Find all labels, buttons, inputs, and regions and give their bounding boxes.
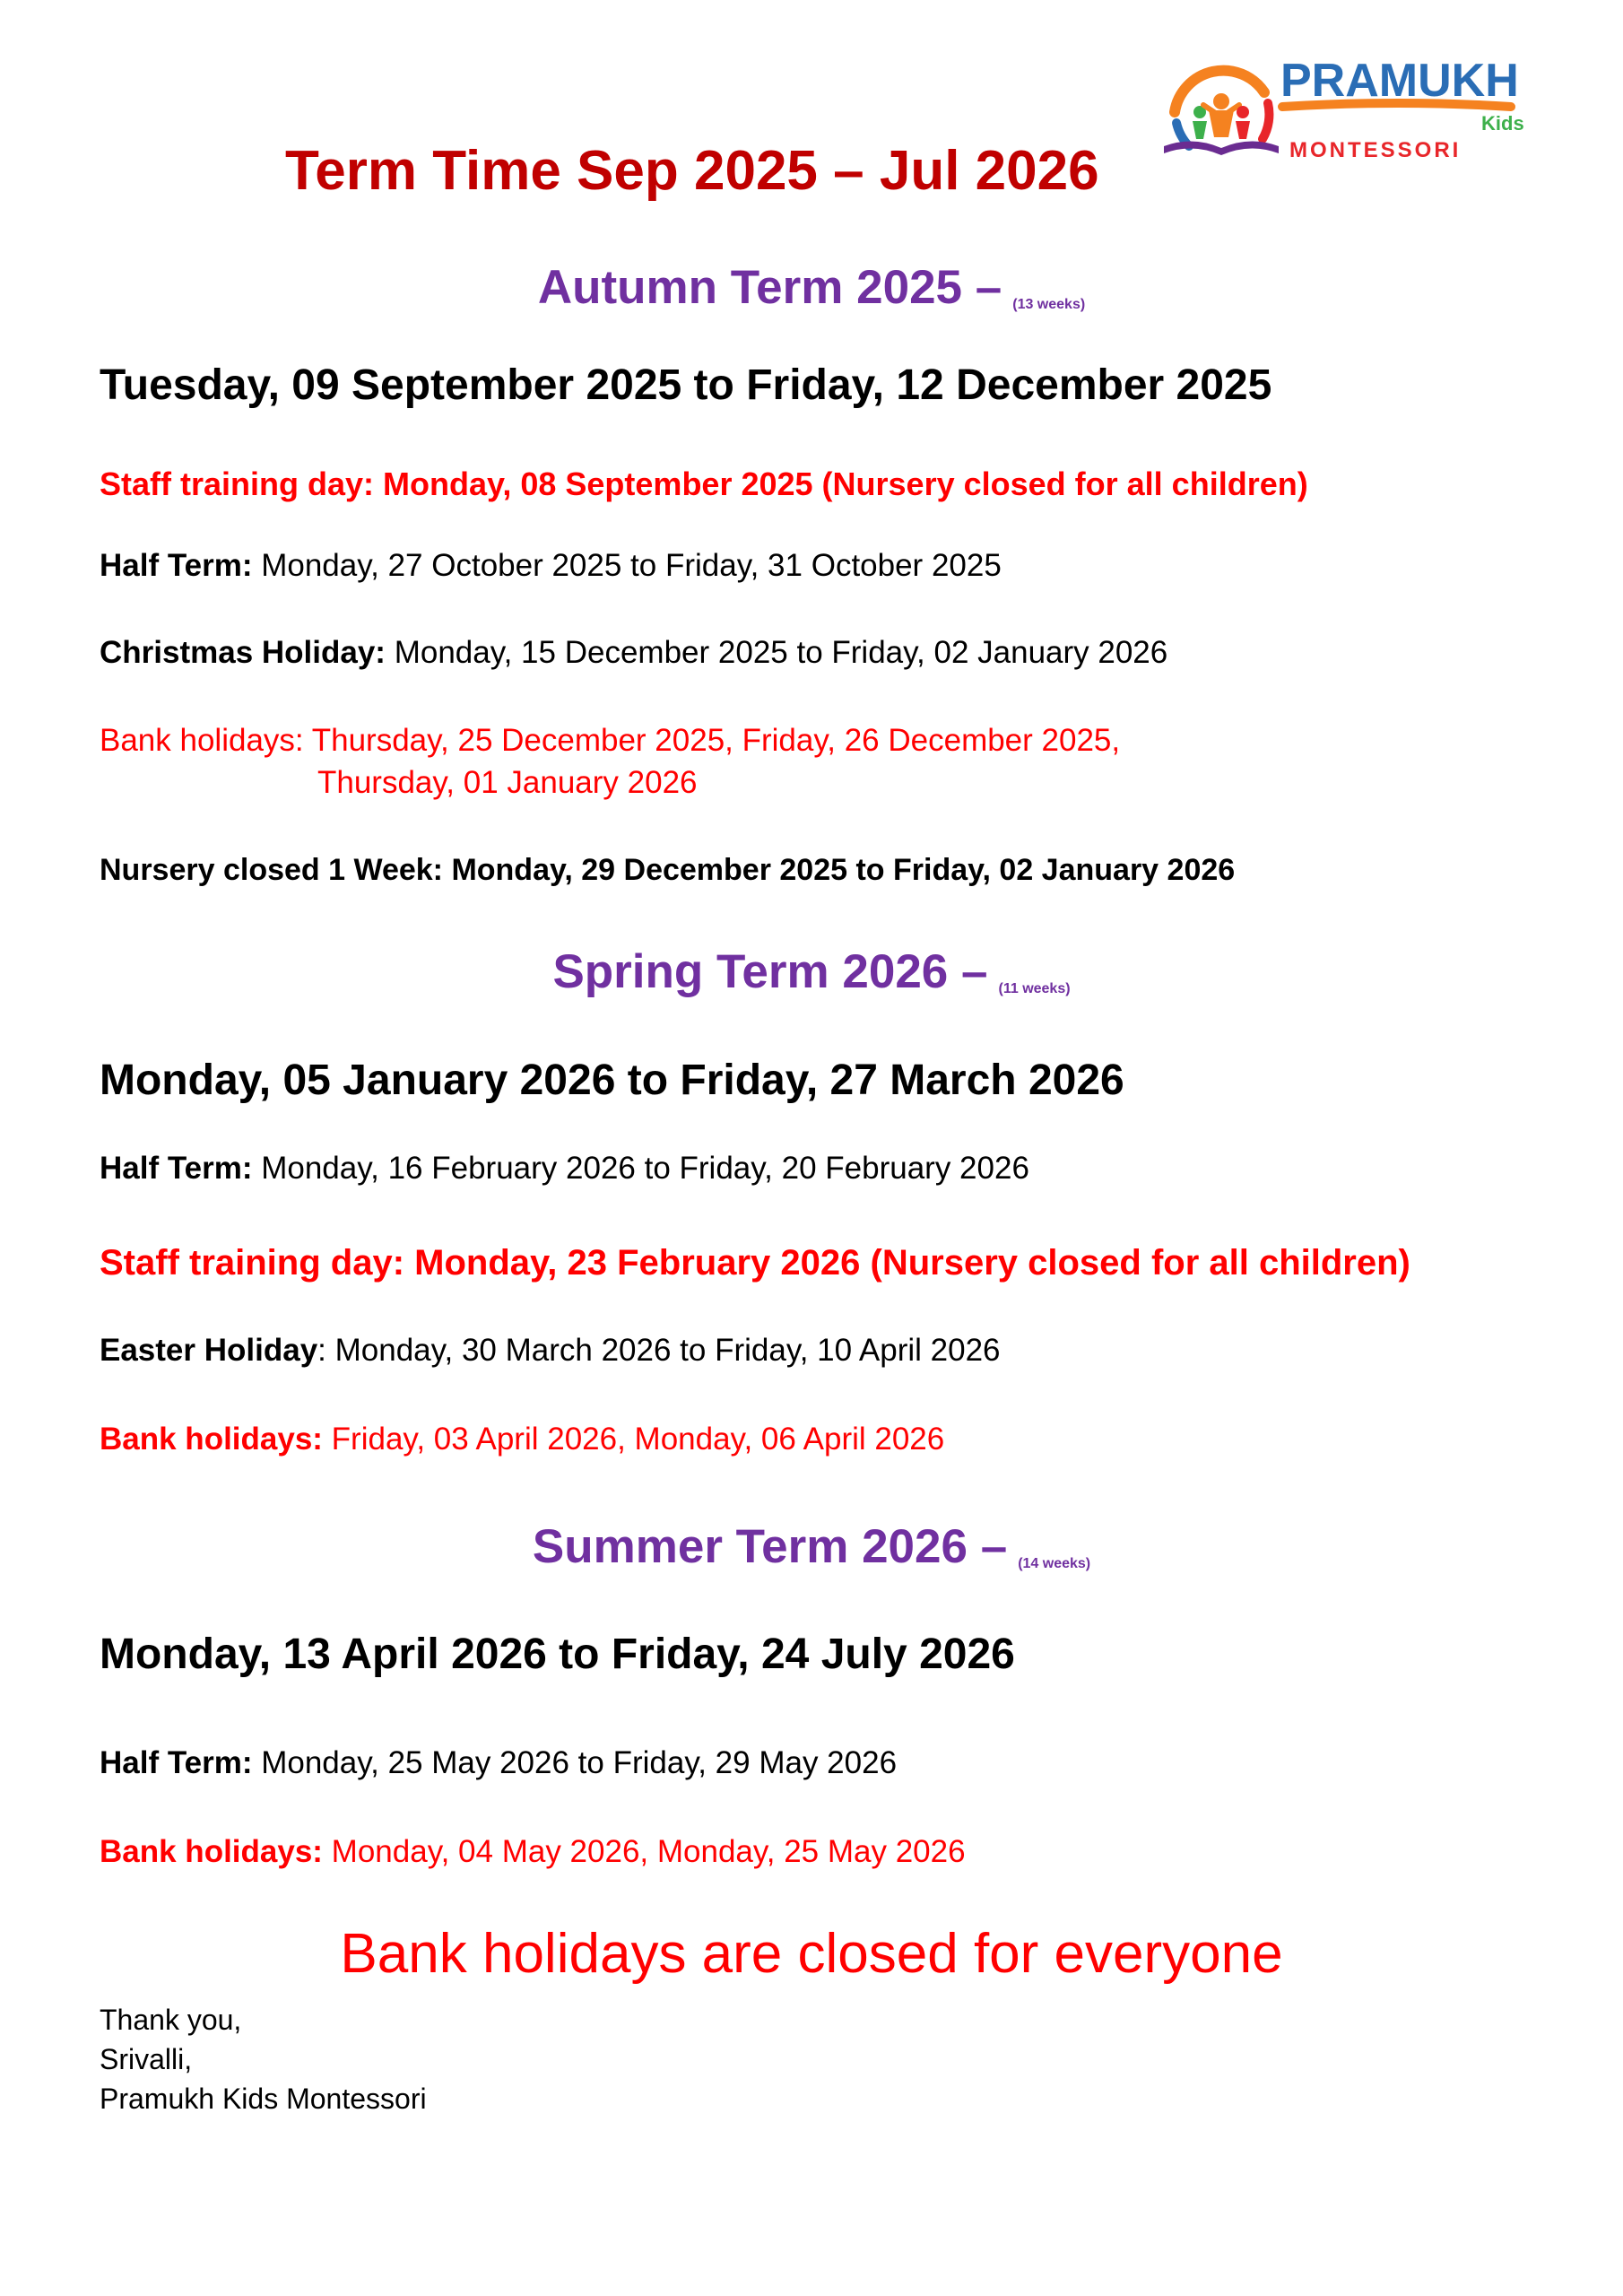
summer-date-range: Monday, 13 April 2026 to Friday, 24 July 2026 <box>100 1631 1015 1678</box>
signoff-thanks: Thank you, <box>100 2004 242 2036</box>
spring-weeks: (11 weeks) <box>998 981 1071 996</box>
autumn-half-term-value: Monday, 27 October 2025 to Friday, 31 October 2025 <box>252 548 1002 583</box>
spring-heading-text: Spring Term 2026 – <box>552 945 988 998</box>
autumn-half-term-label: Half Term: <box>100 548 253 583</box>
autumn-christmas-holiday <box>100 635 1167 671</box>
autumn-bank-holidays-line2: Thursday, 01 January 2026 <box>317 765 698 800</box>
summer-bank-value: Monday, 04 May 2026, Monday, 25 May 2026 <box>322 1834 966 1869</box>
logo-sub: MONTESSORI <box>1289 138 1462 162</box>
signoff-organisation: Pramukh Kids Montessori <box>100 2083 427 2115</box>
spring-half-term <box>100 1151 1029 1187</box>
pramukh-kids-logo <box>1157 49 1542 170</box>
autumn-half-term <box>100 548 1002 584</box>
easter-holiday <box>100 1333 1001 1369</box>
spring-half-term-label: Half Term: <box>100 1151 253 1186</box>
spring-bank-holidays <box>100 1422 944 1457</box>
spring-term-heading <box>0 944 1623 999</box>
logo-name: PRAMUKH <box>1280 55 1519 107</box>
summer-weeks: (14 weeks) <box>1018 1556 1091 1571</box>
spring-bank-label: Bank holidays: <box>100 1422 323 1457</box>
autumn-date-range: Tuesday, 09 September 2025 to Friday, 12 December 2025 <box>100 361 1272 409</box>
spring-bank-value: Friday, 03 April 2026, Monday, 06 April 2026 <box>322 1422 945 1457</box>
summer-term-heading <box>0 1519 1623 1574</box>
autumn-heading-text: Autumn Term 2025 – <box>537 261 1002 314</box>
easter-label: Easter Holiday <box>100 1333 318 1368</box>
logo-kids: Kids <box>1481 112 1524 135</box>
autumn-staff-training: Staff training day: Monday, 08 September 2025 (Nursery closed for all children) <box>100 465 1308 502</box>
summer-half-term-label: Half Term: <box>100 1745 253 1780</box>
logo-emblem-icon <box>1164 71 1279 155</box>
easter-value: : Monday, 30 March 2026 to Friday, 10 April 2026 <box>317 1333 1001 1368</box>
autumn-term-heading <box>0 260 1623 315</box>
autumn-bank-holidays-line1: Bank holidays: Thursday, 25 December 2025, Friday, 26 December 2025, <box>100 723 1121 758</box>
spring-date-range: Monday, 05 January 2026 to Friday, 27 March 2026 <box>100 1057 1124 1104</box>
summer-half-term <box>100 1745 897 1781</box>
christmas-value: Monday, 15 December 2025 to Friday, 02 January 2026 <box>385 635 1168 670</box>
spring-half-term-value: Monday, 16 February 2026 to Friday, 20 February 2026 <box>252 1151 1029 1186</box>
summer-bank-label: Bank holidays: <box>100 1834 323 1869</box>
signoff-name: Srivalli, <box>100 2043 193 2075</box>
signoff <box>100 2000 427 2118</box>
summer-bank-holidays <box>100 1834 966 1870</box>
summer-heading-text: Summer Term 2026 – <box>532 1520 1008 1573</box>
spring-staff-training: Staff training day: Monday, 23 February 2026 (Nursery closed for all children) <box>100 1243 1410 1283</box>
page-title: Term Time Sep 2025 – Jul 2026 <box>285 140 1099 202</box>
bank-holidays-closed-notice: Bank holidays are closed for everyone <box>340 1923 1283 1985</box>
summer-half-term-value: Monday, 25 May 2026 to Friday, 29 May 2026 <box>252 1745 898 1780</box>
autumn-weeks: (13 weeks) <box>1012 297 1086 312</box>
christmas-label: Christmas Holiday: <box>100 635 386 670</box>
nursery-closed-week: Nursery closed 1 Week: Monday, 29 December 2025 to Friday, 02 January 2026 <box>100 853 1236 887</box>
